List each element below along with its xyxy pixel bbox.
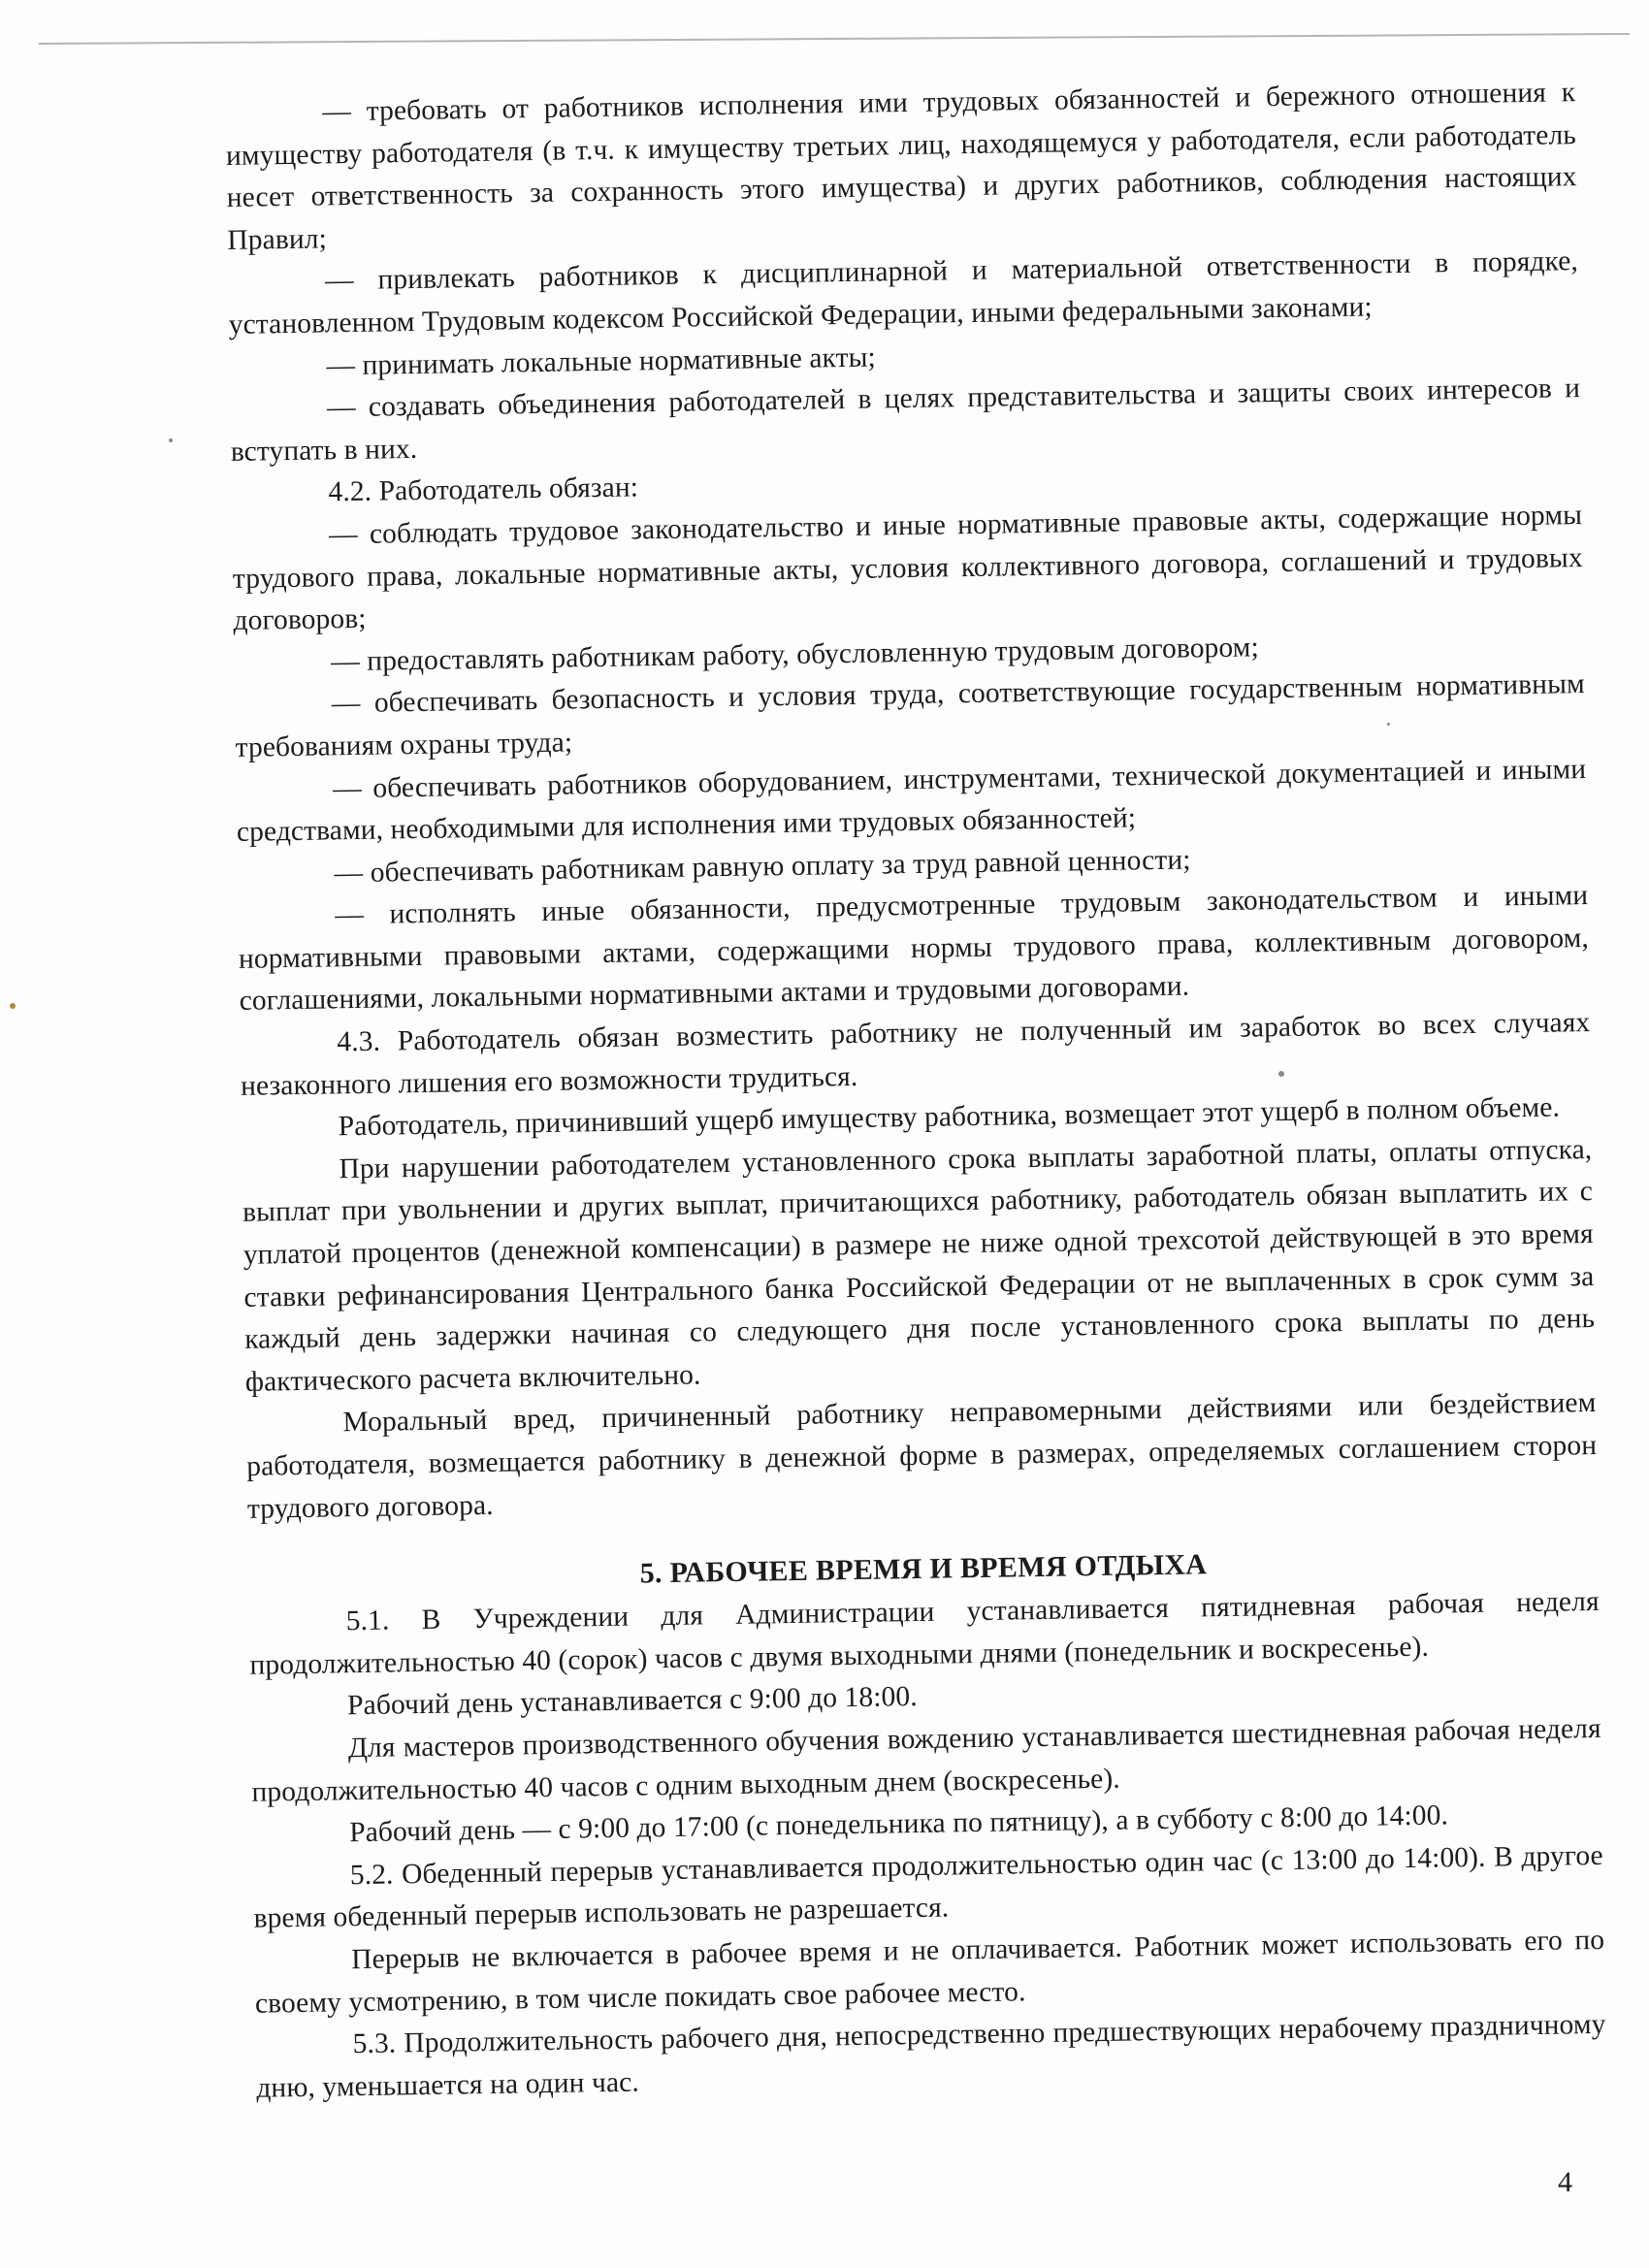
clause-4-3: 4.3. Работодатель обязан возместить работнику не полученный им заработок во всех случаях незаконного лишения его возможности трудиться.: [240, 1007, 1591, 1102]
paragraph-local-acts: — принимать локальные нормативные акты;: [326, 341, 877, 381]
clause-5-1: 5.1. В Учреждении для Администрации устанавливается пятидневная рабочая неделя продолжительностью 40 (сорок) часов с двумя выходными днями (понедельник и воскресенье).: [249, 1586, 1600, 1681]
paragraph-demand-duties: — требовать от работников исполнения ими трудовых обязанностей и бережного отношения к имуществу работодателя (в т.ч. к имуществу третьих лиц, находящемуся у работодателя, если работодатель несет ответственность за сохранность этого имущества) и других работников, соблюдения настоящих Правил;: [225, 77, 1577, 256]
paragraph-late-payment: При нарушении работодателем установленного срока выплаты заработной платы, оплаты отпуска, выплат при увольнении и других выплат, причитающихся работнику, работодатель обязан выплатить их с уплатой процентов (денежной компенсации) в размере не ниже одной трехсотой действующей в это время ставки рефинансирования Центрального банка Российской Федерации от не выплаченных в срок сумм за каждый день задержки начиная со следующего дня после установленного срока выплаты по день фактического расчета включительно.: [242, 1133, 1596, 1398]
page-number: 4: [1558, 2166, 1572, 2198]
paragraph-property-damage: Работодатель, причинивший ущерб имуществу работника, возмещает этот ущерб в полном объеме.: [338, 1091, 1561, 1143]
paragraph-employer-associations: — создавать объединения работодателей в целях представительства и защиты своих интересов и вступать в них.: [230, 373, 1581, 468]
paragraph-driving-instructors: Для мастеров производственного обучения вождению устанавливается шестидневная рабочая неделя продолжительностью 40 часов с одним выходным днем (воскресенье).: [251, 1712, 1601, 1808]
paragraph-equal-pay: — обеспечивать работникам равную оплату за труд равной ценности;: [334, 844, 1191, 890]
scan-speck: [10, 1003, 16, 1009]
paragraph-moral-damage: Моральный вред, причиненный работнику неправомерными действиями или бездействием работодателя, возмещается работнику в денежной форме в размерах, определяемых соглашением сторон трудового договора.: [245, 1387, 1598, 1525]
clause-5-3: 5.3. Продолжительность рабочего дня, непосредственно предшествующих нерабочему праздничному дню, уменьшается на один час.: [256, 2009, 1606, 2104]
section-5-title: 5. РАБОЧЕЕ ВРЕМЯ И ВРЕМЯ ОТДЫХА: [639, 1548, 1208, 1590]
paragraph-disciplinary-liability: — привлекать работников к дисциплинарной и материальной ответственности в порядке, установленном Трудовым кодексом Российской Федерации, иными федеральными законами;: [228, 245, 1579, 340]
scan-speck: [169, 438, 173, 442]
paragraph-break-unpaid: Перерыв не включается в рабочее время и не оплачивается. Работник может использовать его по своему усмотрению, в том числе покидать свое рабочее место.: [254, 1924, 1605, 2020]
paragraph-working-day: Рабочий день устанавливается с 9:00 до 18:00.: [346, 1681, 918, 1722]
document-body: [225, 72, 1606, 2110]
clause-5-2: 5.2. Обеденный перерыв устанавливается продолжительностью один час (с 13:00 до 14:00). В другое время обеденный перерыв использовать не разрешается.: [253, 1839, 1603, 1935]
paragraph-equipment: — обеспечивать работников оборудованием, инструментами, технической документацией и иными средствами, необходимыми для исполнения ими трудовых обязанностей;: [236, 753, 1587, 848]
scan-speck: [1387, 723, 1390, 726]
scan-speck: [1278, 1071, 1284, 1077]
paragraph-safety-conditions: — обеспечивать безопасность и условия труда, соответствующие государственным нормативным требованиям охраны труда;: [235, 668, 1585, 763]
clause-4-2-heading: 4.2. Работодатель обязан:: [328, 471, 639, 508]
paragraph-other-obligations: — исполнять иные обязанности, предусмотренные трудовым законодательством и иными нормативными правовыми актами, содержащими нормы трудового права, коллективным договором, соглашениями, локальными нормативными актами и трудовыми договорами.: [238, 880, 1590, 1018]
paragraph-provide-work: — предоставлять работникам работу, обусловленную трудовым договором;: [330, 632, 1259, 678]
scan-edge-line: [39, 33, 1630, 45]
paragraph-comply-legislation: — соблюдать трудовое законодательство и иные нормативные правовые акты, содержащие нормы трудового права, локальные нормативные акты, условия коллективного договора, соглашений и трудовых договоров;: [232, 500, 1583, 637]
paragraph-instructor-hours: Рабочий день — с 9:00 до 17:00 (с понедельника по пятницу), а в субботу с 8:00 до 14:00.: [348, 1799, 1449, 1849]
